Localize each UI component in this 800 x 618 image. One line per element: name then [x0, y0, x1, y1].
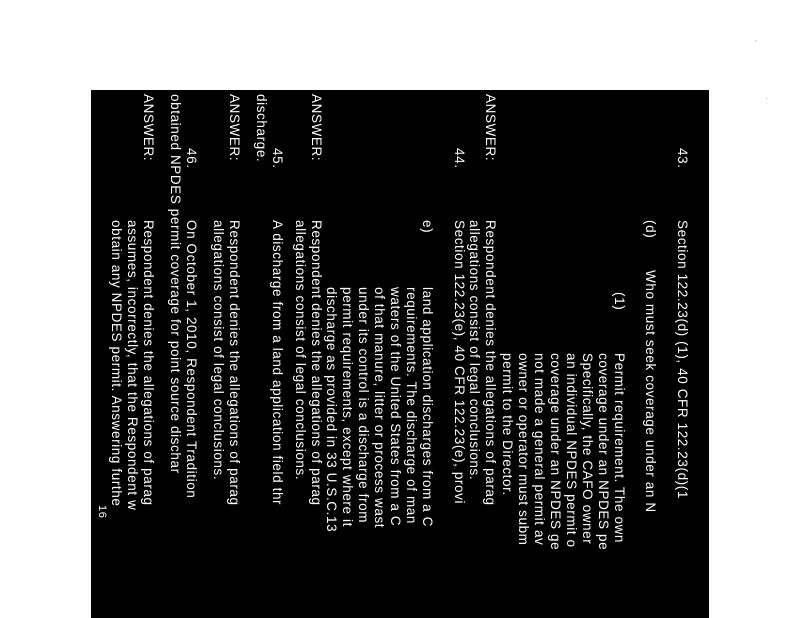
paragraph-44-text: Section 122.23(e), 40 CFR 122.23(e), provi: [452, 220, 467, 505]
paragraph-45-line: A discharge from a land application field thr: [270, 220, 285, 506]
answer-46-line: obtain any NPDES permit. Answering furthe: [109, 220, 124, 507]
paragraph-43-sub-d-text: Who must seek coverage under an N: [643, 270, 658, 513]
answer-43-line: Respondent denies the allegations of parag: [483, 220, 498, 506]
paragraph-43-sub-1-line: an individual NPDES permit o: [564, 353, 579, 548]
paragraph-44-sub-e-label: e): [420, 220, 435, 234]
paragraph-46-number: 46.: [184, 148, 199, 169]
answer-45-line: allegations consist of legal conclusions.: [211, 220, 226, 481]
answer-43-label: ANSWER:: [483, 94, 498, 162]
paragraph-45-line: discharge.: [254, 94, 269, 163]
paragraph-43-sub-1-line: Permit requirement. The own: [612, 353, 627, 544]
rotated-document: [91, 90, 709, 618]
paragraph-44-sub-e-line: waters of the United States from a C: [388, 287, 403, 527]
answer-45-label: ANSWER:: [227, 94, 242, 162]
paragraph-44-sub-e-line: land application discharges from a C: [420, 287, 435, 527]
paragraph-44-sub-e-line: requirements. The discharge of man: [404, 287, 419, 525]
paragraph-46-line: obtained NPDES permit coverage for point source dischar: [168, 94, 183, 474]
answer-44-label: ANSWER:: [309, 94, 324, 162]
answer-44-line: allegations consist of legal conclusions.: [293, 220, 308, 481]
answer-43-line: allegations consist of legal conclusions.: [467, 220, 482, 481]
paragraph-43-sub-d-label: (d): [643, 220, 658, 239]
paragraph-43-sub-1-line: owner or operator must subm: [516, 353, 531, 546]
paragraph-43-text: Section 122.23(d) (1), 40 CFR 122.23(d)(1: [675, 220, 690, 499]
paragraph-43-sub-1-line: permit to the Director.: [500, 353, 515, 496]
paragraph-44-sub-e-line: under its control is a discharge from: [356, 287, 371, 524]
paragraph-43-sub-1-label: (1): [612, 292, 627, 311]
paragraph-43-sub-1-line: coverage under an NPDES pe: [596, 353, 611, 551]
page-number: 16: [96, 505, 108, 519]
answer-45-line: Respondent denies the allegations of parag: [227, 220, 242, 506]
paragraph-44-sub-e-line: discharge as provided in 33 U.S.C.13: [324, 287, 339, 533]
paragraph-43-number: 43.: [675, 148, 690, 169]
answer-46-label: ANSWER:: [141, 94, 156, 162]
paragraph-43-sub-1-line: Specifically, the CAFO owner: [580, 353, 595, 545]
paragraph-45-number: 45.: [270, 148, 285, 169]
answer-46-line: Respondent denies the allegations of parag: [141, 220, 156, 506]
answer-44-line: Respondent denies the allegations of parag: [309, 220, 324, 506]
paragraph-44-sub-e-line: permit requirements, except where it: [340, 287, 355, 527]
answer-46-line: assumes, incorrectly, that the Respondent w: [125, 220, 140, 511]
scanned-page: [91, 90, 709, 618]
paragraph-44-sub-e-line: of that manure, litter or process wast: [372, 287, 387, 529]
paragraph-43-sub-1-line: not made a general permit av: [532, 353, 547, 546]
paragraph-46-line: On October 1, 2010, Respondent Tradition: [184, 220, 199, 499]
paragraph-43-sub-1-line: coverage under an NPDES ge: [548, 353, 563, 551]
paragraph-44-number: 44.: [452, 148, 467, 169]
